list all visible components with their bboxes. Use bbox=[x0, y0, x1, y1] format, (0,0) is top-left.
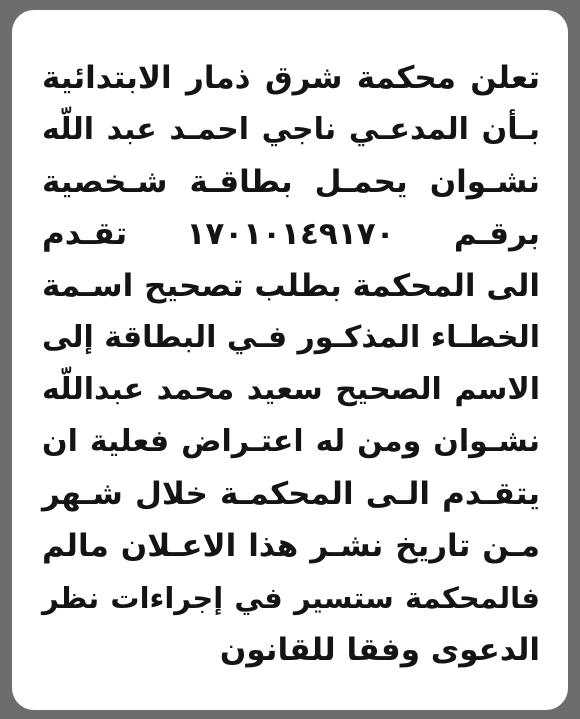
notice-line-1: تعلن محكمة شرق ذمار الابتدائية bbox=[42, 60, 540, 96]
court-notice-text bbox=[42, 52, 540, 676]
notice-line-6: الخطـاء المذكـور فـي البطاقة إلى bbox=[41, 320, 540, 355]
notice-line-9: يتقـدم الـى المحكمـة خلال شـهر bbox=[42, 476, 540, 512]
notice-card bbox=[12, 10, 568, 710]
notice-line-8: نشـوان ومن له اعتـراض فعلية ان bbox=[42, 424, 540, 459]
notice-line-7: الاسم الصحيح سعيد محمد عبداللّه bbox=[42, 372, 540, 407]
notice-line-4: برقـم ١٧٠١٠١٤٩١٧٠ تقـدم bbox=[42, 216, 540, 252]
notice-line-2: بـأن المدعـي ناجي احمـد عبد اللّه bbox=[42, 112, 540, 147]
notice-line-5: الى المحكمة بطلب تصحيح اسـمة bbox=[42, 268, 540, 304]
notice-line-12: الدعوى وفقا للقانون bbox=[219, 632, 540, 668]
notice-line-3: نشـوان يحمـل بطاقـة شـخصية bbox=[42, 164, 540, 200]
notice-line-10: مـن تاريخ نشـر هذا الاعـلان مالم bbox=[42, 528, 540, 564]
notice-line-11: فالمحكمة ستسير في إجراءات نظر bbox=[42, 581, 540, 615]
